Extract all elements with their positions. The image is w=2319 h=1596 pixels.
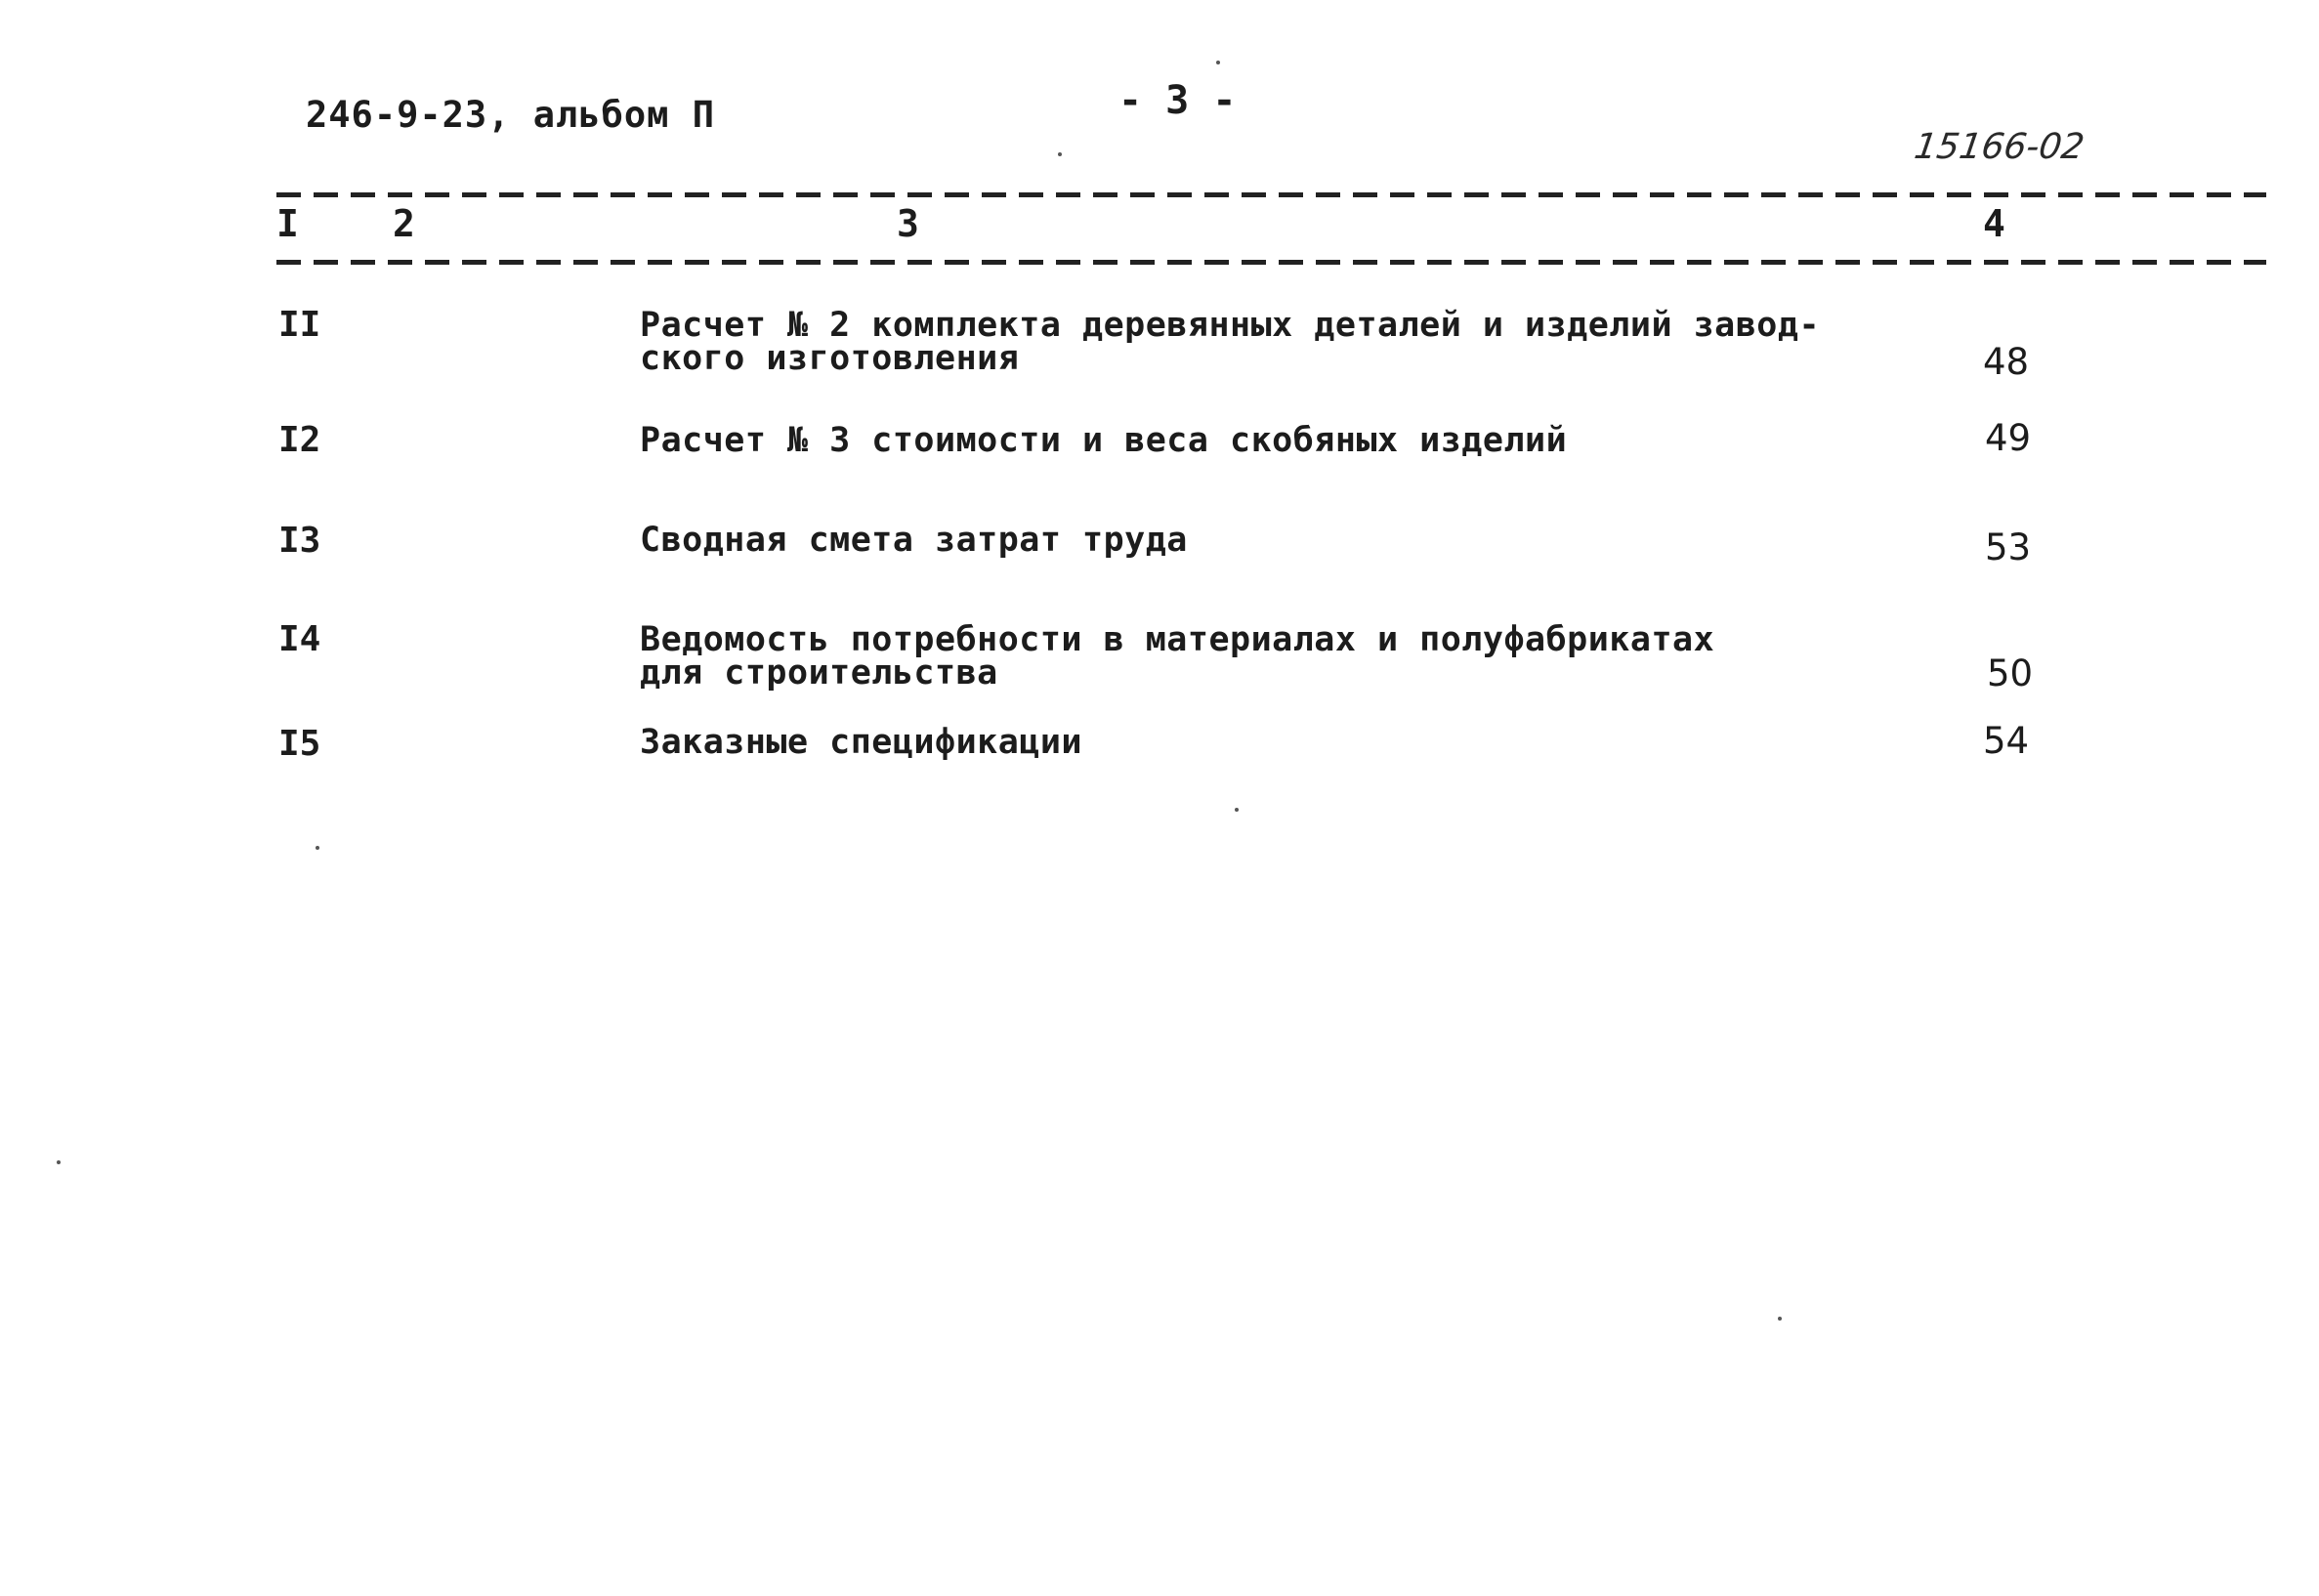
row-title-line: для строительства [640, 653, 998, 693]
row-number: I5 [278, 724, 321, 764]
scan-speck [316, 846, 319, 850]
row-title-line: Расчет № 3 стоимости и веса скобяных изделий [640, 421, 1568, 460]
row-title-line: Ведомость потребности в материалах и полуфабрикатах [640, 620, 1715, 659]
document-code: 246-9-23, альбом П [306, 94, 715, 136]
scan-speck [1216, 61, 1220, 64]
row-title-line: Сводная смета затрат труда [640, 521, 1188, 560]
scan-speck [57, 1160, 61, 1164]
archive-number: 15166-02 [1912, 127, 2087, 167]
row-number: I3 [278, 521, 321, 561]
column-header-3: 3 [897, 202, 919, 245]
table-header-rule [276, 260, 2266, 265]
row-page: 50 [1987, 652, 2034, 694]
row-number: I2 [278, 420, 321, 460]
row-title [640, 723, 1083, 762]
column-header-1: I [276, 202, 299, 245]
row-page: 48 [1983, 341, 2030, 383]
page-number: - 3 - [1118, 78, 1237, 123]
column-header-2: 2 [393, 202, 415, 245]
row-page: 54 [1983, 720, 2030, 762]
row-title-line: ского изготовления [640, 339, 1020, 378]
row-title [640, 306, 1821, 378]
scan-speck [1235, 808, 1239, 812]
row-page: 53 [1985, 526, 2032, 568]
row-title [640, 620, 1715, 693]
scan-speck [1778, 1317, 1782, 1321]
row-title-line: Заказные спецификации [640, 723, 1083, 762]
row-page: 49 [1985, 417, 2032, 459]
row-number: I4 [278, 619, 321, 659]
table-top-rule [276, 192, 2266, 197]
row-number: II [278, 305, 321, 345]
row-title-line: Расчет № 2 комплекта деревянных деталей и изделий завод- [640, 306, 1821, 345]
row-title [640, 521, 1188, 560]
column-header-4: 4 [1983, 202, 2005, 245]
scan-speck [1058, 152, 1062, 156]
row-title [640, 421, 1568, 460]
